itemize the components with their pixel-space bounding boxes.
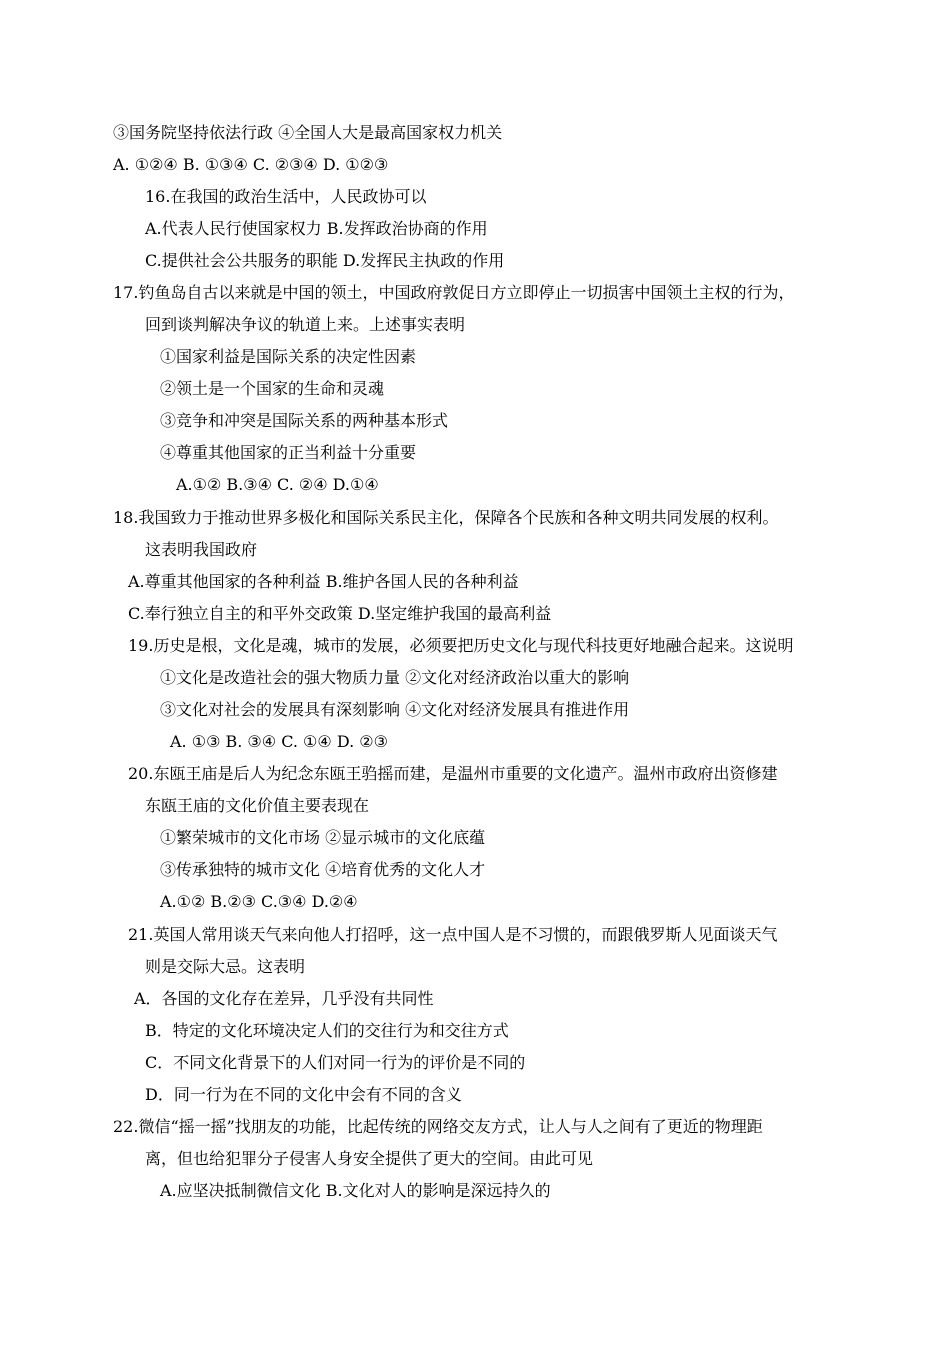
answer-options: A.①② B.②③ C.③④ D.②④ xyxy=(160,892,358,911)
answer-options: C.奉行独立自主的和平外交政策 D.坚定维护我国的最高利益 xyxy=(128,604,552,623)
statement-option: ①国家利益是国际关系的决定性因素 xyxy=(160,347,417,366)
statement-option: ①繁荣城市的文化市场 ②显示城市的文化底蕴 xyxy=(160,828,486,847)
text-line: ③国务院坚持依法行政 ④全国人大是最高国家权力机关 xyxy=(113,123,503,142)
answer-options: A.应坚决抵制微信文化 B.文化对人的影响是深远持久的 xyxy=(160,1181,551,1200)
statement-option: ③竞争和冲突是国际关系的两种基本形式 xyxy=(160,411,449,430)
answer-options: A. ①③ B. ③④ C. ①④ D. ②③ xyxy=(170,732,388,751)
question-stem: 22.微信“摇一摇”找朋友的功能，比起传统的网络交友方式，让人与人之间有了更近的物理距 xyxy=(113,1117,763,1136)
statement-option: ③文化对社会的发展具有深刻影响 ④文化对经济发展具有推进作用 xyxy=(160,700,630,719)
text-line: A. ①②④ B. ①③④ C. ②③④ D. ①②③ xyxy=(113,155,389,174)
statement-option: ④尊重其他国家的正当利益十分重要 xyxy=(160,443,417,462)
answer-options: A.代表人民行使国家权力 B.发挥政治协商的作用 xyxy=(145,219,488,238)
question-stem: 18.我国致力于推动世界多极化和国际关系民主化，保障各个民族和各种文明共同发展的权利。 xyxy=(113,508,779,527)
question-stem: 21.英国人常用谈天气来向他人打招呼，这一点中国人是不习惯的，而跟俄罗斯人见面谈天气 xyxy=(128,925,778,944)
question-stem: 16.在我国的政治生活中，人民政协可以 xyxy=(145,187,427,206)
answer-options: A.尊重其他国家的各种利益 B.维护各国人民的各种利益 xyxy=(128,572,519,591)
question-stem: 这表明我国政府 xyxy=(145,540,258,559)
question-stem: 20.东瓯王庙是后人为纪念东瓯王驺摇而建，是温州市重要的文化遗产。温州市政府出资修建 xyxy=(128,764,778,783)
question-stem: 东瓯王庙的文化价值主要表现在 xyxy=(145,796,370,815)
answer-option-a: A．各国的文化存在差异，几乎没有共同性 xyxy=(134,989,434,1008)
answer-option-b: B．特定的文化环境决定人们的交往行为和交往方式 xyxy=(145,1021,509,1040)
question-stem: 19.历史是根，文化是魂，城市的发展，必须要把历史文化与现代科技更好地融合起来。这说明 xyxy=(128,636,794,655)
statement-option: ③传承独特的城市文化 ④培育优秀的文化人才 xyxy=(160,860,486,879)
answer-options: A.①② B.③④ C. ②④ D.①④ xyxy=(176,475,379,494)
statement-option: ①文化是改造社会的强大物质力量 ②文化对经济政治以重大的影响 xyxy=(160,668,630,687)
question-stem: 则是交际大忌。这表明 xyxy=(145,957,306,976)
question-stem: 17.钓鱼岛自古以来就是中国的领土，中国政府敦促日方立即停止一切损害中国领土主权的行为， xyxy=(113,283,795,302)
answer-option-d: D．同一行为在不同的文化中会有不同的含义 xyxy=(145,1085,462,1104)
answer-options: C.提供社会公共服务的职能 D.发挥民主执政的作用 xyxy=(145,251,505,270)
answer-option-c: C．不同文化背景下的人们对同一行为的评价是不同的 xyxy=(145,1053,526,1072)
question-stem: 回到谈判解决争议的轨道上来。上述事实表明 xyxy=(145,315,466,334)
question-stem: 离，但也给犯罪分子侵害人身安全提供了更大的空间。由此可见 xyxy=(145,1149,594,1168)
statement-option: ②领土是一个国家的生命和灵魂 xyxy=(160,379,385,398)
